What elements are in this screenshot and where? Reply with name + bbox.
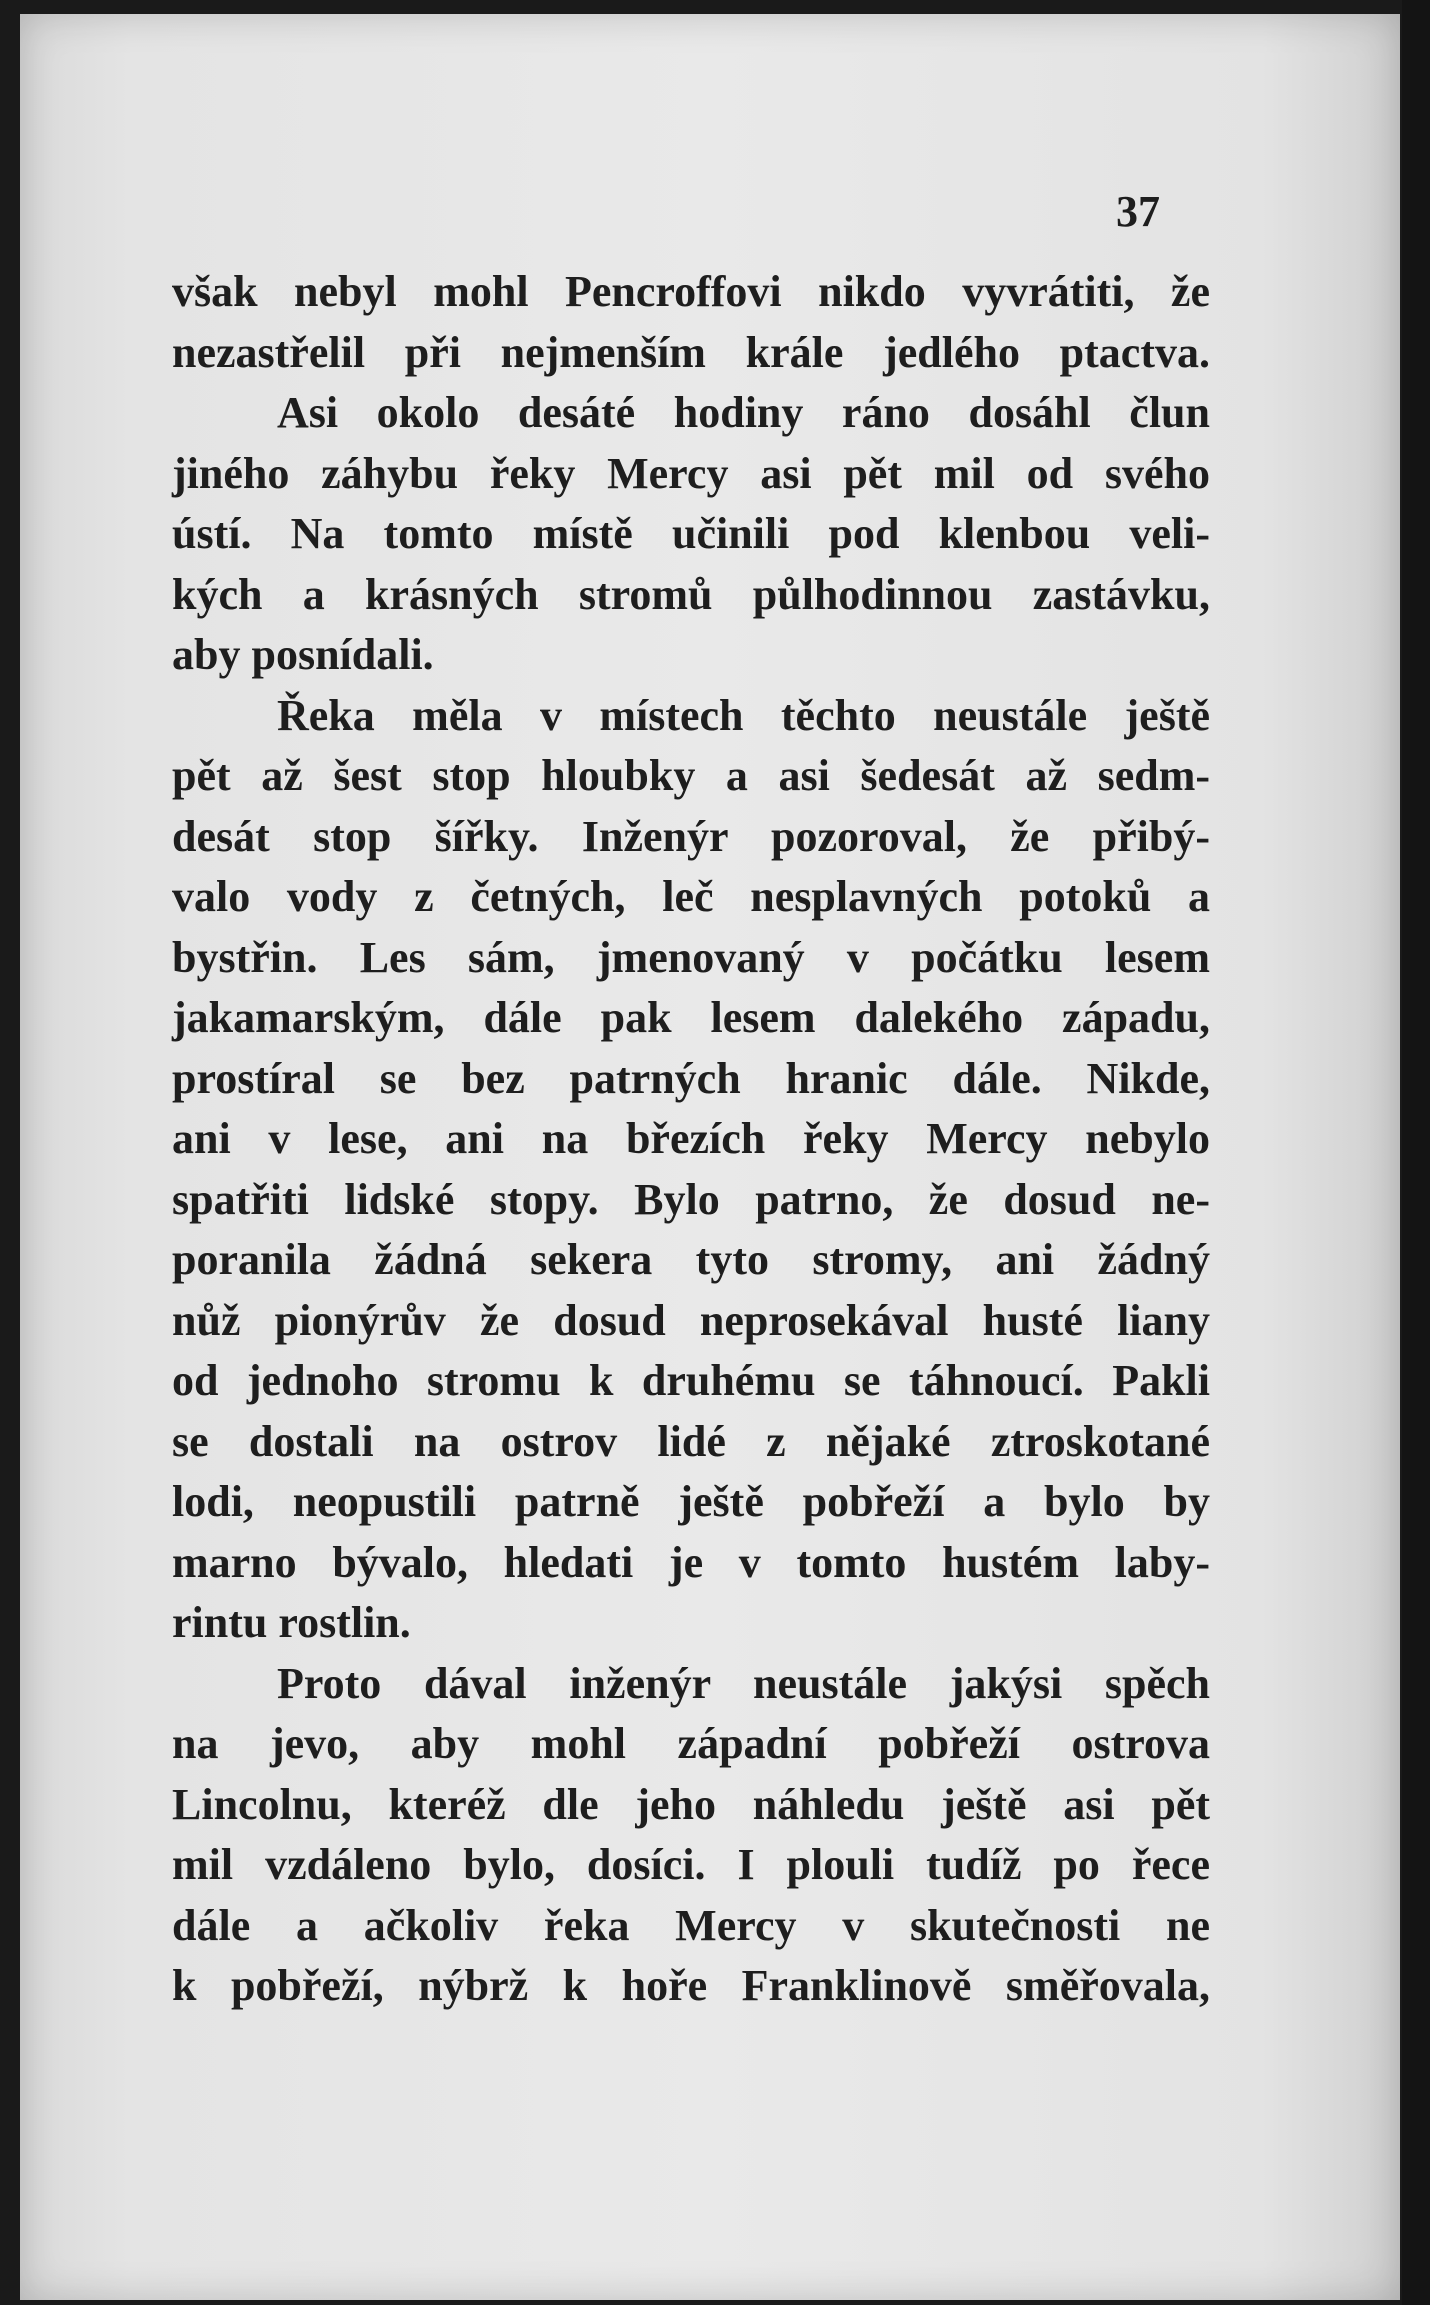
text-line: poranila žádná sekera tyto stromy, ani žádný — [172, 1235, 1210, 1284]
text-line: jiného záhybu řeky Mercy asi pět mil od svého — [172, 448, 1210, 498]
text-line: lodi, neopustili patrně ještě pobřeží a bylo by — [172, 1477, 1210, 1526]
body-text — [172, 262, 1210, 2017]
text-line: Řeka měla v místech těchto neustále ještě — [277, 690, 1210, 740]
text-line: prostíral se bez patrných hranic dále. Nikde, — [172, 1053, 1210, 1103]
paper-sheet — [20, 14, 1400, 2300]
page-number: 37 — [1116, 187, 1160, 236]
text-line: rintu rostlin. — [172, 1598, 411, 1647]
text-line: na jevo, aby mohl západní pobřeží ostrova — [172, 1719, 1210, 1768]
text-line: nezastřelil při nejmenším krále jedlého ptactva. — [172, 327, 1210, 377]
text-line: mil vzdáleno bylo, dosíci. I plouli tudíž po řece — [172, 1840, 1210, 1889]
text-line: ani v lese, ani na březích řeky Mercy nebylo — [172, 1114, 1210, 1163]
text-line: valo vody z četných, leč nesplavných potoků a — [172, 872, 1210, 921]
text-line: od jednoho stromu k druhému se táhnoucí. Pakli — [172, 1356, 1210, 1405]
text-line: spatřiti lidské stopy. Bylo patrno, že dosud ne- — [172, 1174, 1210, 1224]
text-line: Lincolnu, kteréž dle jeho náhledu ještě asi pět — [172, 1779, 1210, 1829]
text-line: kých a krásných stromů půlhodinnou zastávku, — [172, 569, 1210, 619]
text-line: se dostali na ostrov lidé z nějaké ztroskotané — [172, 1416, 1210, 1466]
text-line: však nebyl mohl Pencroffovi nikdo vyvrátiti, že — [172, 267, 1210, 316]
text-line: Proto dával inženýr neustále jakýsi spěch — [277, 1658, 1210, 1708]
text-line: bystřin. Les sám, jmenovaný v počátku lesem — [172, 932, 1210, 982]
text-line: jakamarským, dále pak lesem dalekého západu, — [172, 993, 1210, 1042]
text-line: nůž pionýrův že dosud neprosekával husté liany — [172, 1295, 1210, 1345]
text-line: ústí. Na tomto místě učinili pod klenbou veli- — [172, 509, 1210, 558]
text-line: aby posnídali. — [172, 630, 434, 679]
text-line: desát stop šířky. Inženýr pozoroval, že přibý- — [172, 811, 1210, 861]
text-line: Asi okolo desáté hodiny ráno dosáhl člun — [277, 388, 1210, 437]
text-line: k pobřeží, nýbrž k hoře Franklinově směřovala, — [172, 1961, 1210, 2010]
text-line: pět až šest stop hloubky a asi šedesát až sedm- — [172, 751, 1210, 800]
text-line: dále a ačkoliv řeka Mercy v skutečnosti ne — [172, 1900, 1210, 1950]
scan-border — [1402, 0, 1430, 2305]
text-line: marno bývalo, hledati je v tomto hustém laby- — [172, 1537, 1210, 1587]
